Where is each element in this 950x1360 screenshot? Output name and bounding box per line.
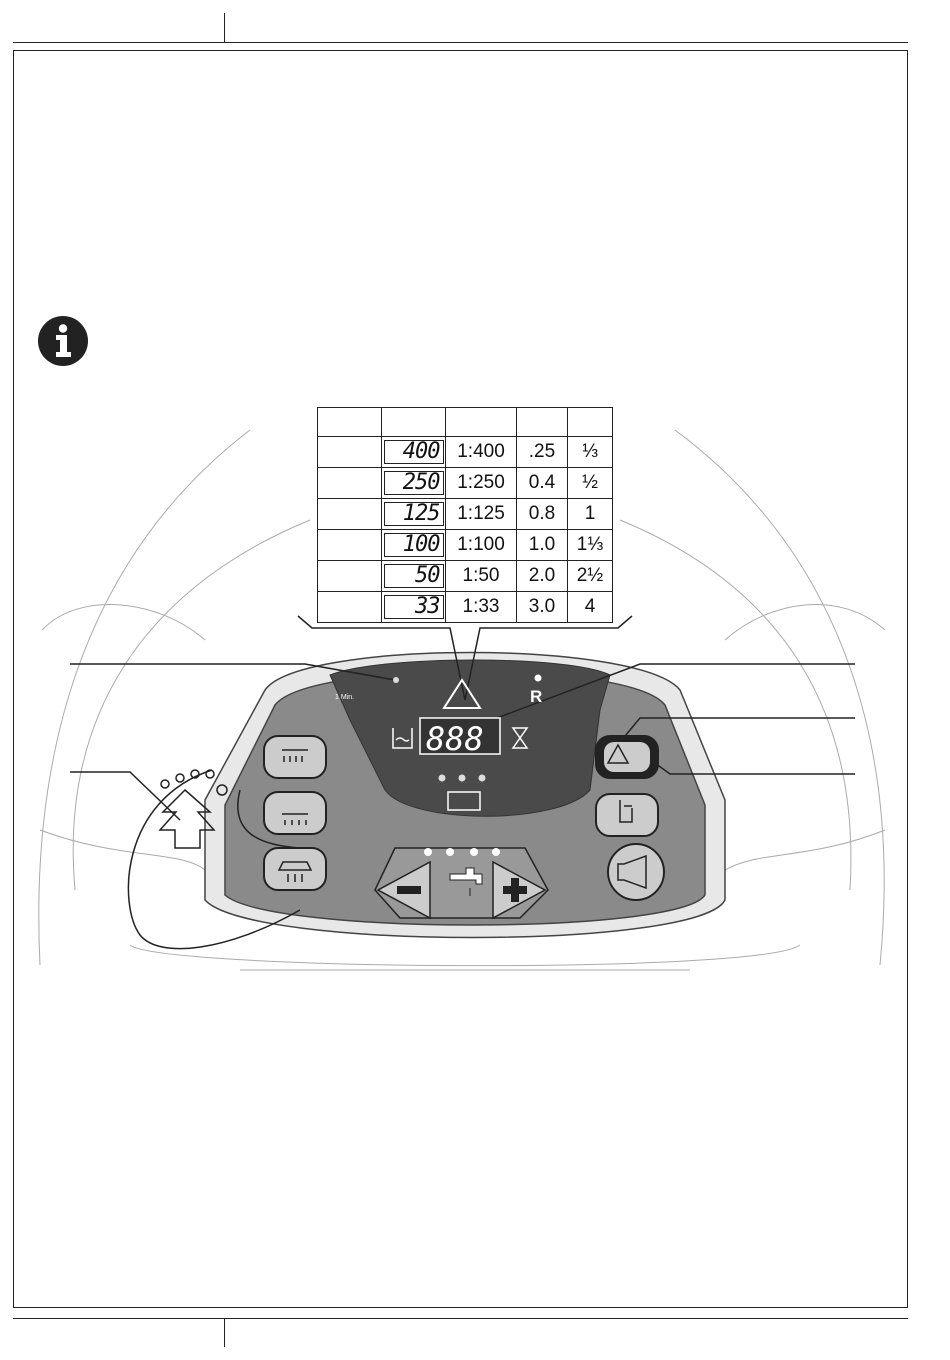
table-header-row xyxy=(318,408,613,437)
display-value: 50 xyxy=(384,564,444,588)
table-row xyxy=(318,561,613,592)
display-value: 400 xyxy=(384,440,444,464)
ratio-cell: 1:50 xyxy=(446,561,517,592)
hand-button[interactable] xyxy=(596,794,658,836)
indicator-led xyxy=(393,677,399,683)
table-row xyxy=(318,437,613,468)
fraction-cell: ½ xyxy=(568,468,613,499)
dilution-table xyxy=(317,407,613,623)
timer-label: 1 Min. xyxy=(335,694,355,701)
display-value: 125 xyxy=(384,502,444,526)
value-cell: 1.0 xyxy=(517,530,568,561)
value-cell: 2.0 xyxy=(517,561,568,592)
ratio-cell: 1:100 xyxy=(446,530,517,561)
ratio-cell: 1:250 xyxy=(446,468,517,499)
side-brush-button[interactable] xyxy=(264,792,326,834)
fraction-cell: 1⅓ xyxy=(568,530,613,561)
horn-button[interactable] xyxy=(608,844,664,900)
table-row xyxy=(318,468,613,499)
ratio-cell: 1:125 xyxy=(446,499,517,530)
value-cell: .25 xyxy=(517,437,568,468)
value-cell: 0.4 xyxy=(517,468,568,499)
fraction-cell: 2½ xyxy=(568,561,613,592)
display-value: 100 xyxy=(384,533,444,557)
value-cell: 0.8 xyxy=(517,499,568,530)
table-row xyxy=(318,530,613,561)
fraction-cell: 4 xyxy=(568,592,613,623)
fraction-cell: ⅓ xyxy=(568,437,613,468)
ratio-cell: 1:400 xyxy=(446,437,517,468)
table-row xyxy=(318,592,613,623)
reverse-label: R xyxy=(530,687,543,706)
display-value: 33 xyxy=(384,595,444,619)
ratio-cell: 1:33 xyxy=(446,592,517,623)
table-row xyxy=(318,499,613,530)
detergent-button[interactable] xyxy=(596,736,658,778)
value-cell: 3.0 xyxy=(517,592,568,623)
display-digits: 888 xyxy=(426,720,484,758)
vacuum-button[interactable] xyxy=(264,848,326,890)
brush-button[interactable] xyxy=(264,736,326,778)
fraction-cell: 1 xyxy=(568,499,613,530)
display-value: 250 xyxy=(384,471,444,495)
